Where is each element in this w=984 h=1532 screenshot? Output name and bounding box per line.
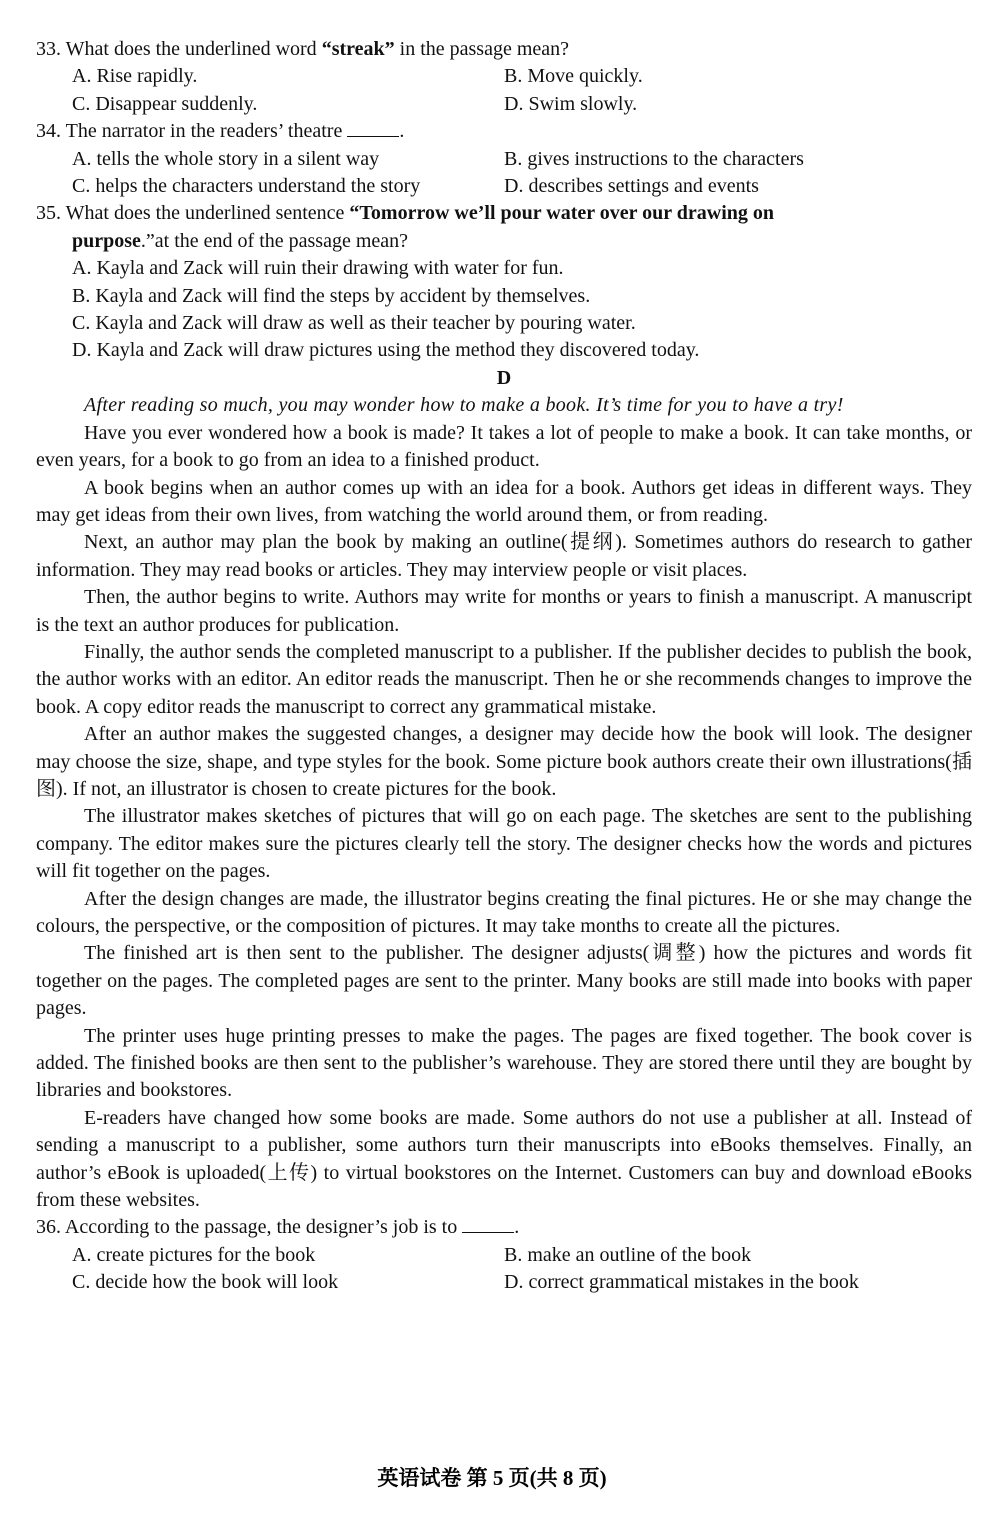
answer-blank [462,1216,514,1233]
option-b: B. gives instructions to the characters [504,147,804,170]
paragraph: Have you ever wondered how a book is made? It takes a lot of people to make a book. It can take months, or even years, for a book to go from an idea to a finished product. [36,421,972,472]
section-heading: D [496,366,512,389]
option-b: B. make an outline of the book [504,1243,752,1266]
option-d: D. Kayla and Zack will draw pictures using the method they discovered today. [72,339,700,362]
option-b: B. Kayla and Zack will find the steps by accident by themselves. [72,284,591,307]
paragraph: The printer uses huge printing presses to make the pages. The pages are fixed together. The book cover is added. The finished books are then sent to the publisher’s warehouse. They are stored there until they are bought by libraries and bookstores. [36,1024,972,1102]
question-stem: 33. What does the underlined word [36,38,322,60]
question-36: 36. According to the passage, the designer’s job is to . [36,1216,520,1239]
target-sentence-end: purpose [72,229,141,252]
paragraph: After the design changes are made, the illustrator begins creating the final pictures. He or she may change the colours, the perspective, or the composition of pictures. It may take months to create all the pictures. [36,887,972,937]
paragraph: Finally, the author sends the completed manuscript to a publisher. If the publisher decides to publish the book, the author works with an editor. An editor reads the manuscript. Then he or she recommends changes to improve the book. A copy editor reads the manuscript to correct any grammatical mistake. [36,640,972,718]
question-33-options [36,63,972,118]
question-stem: 36. According to the passage, the designer’s job is to [36,1216,458,1239]
option-c: C. Kayla and Zack will draw as well as their teacher by pouring water. [72,312,636,335]
option-a: A. Rise rapidly. [72,65,198,88]
option-d: D. Swim slowly. [504,92,638,115]
target-sentence: “Tomorrow we’ll pour water over our drawing on [349,202,775,225]
option-c: C. Disappear suddenly. [72,92,258,115]
section-intro: After reading so much, you may wonder how to make a book. It’s time for you to have a try! [84,394,844,417]
question-stem-end: .”at the end of the passage mean? [140,229,409,252]
option-d: D. describes settings and events [504,175,759,198]
paragraph: E-readers have changed how some books are made. Some authors do not use a publisher at all. Instead of sending a manuscript to a publisher, some authors turn their manuscripts into eBooks themselves. Finally, an author’s eBook is uploaded(上传) to virtual bookstores on the Internet. Customers can buy and download eBooks from these websites. [36,1106,972,1212]
paragraph: The finished art is then sent to the publisher. The designer adjusts(调整) how the pictures and words fit together on the pages. The completed pages are sent to the printer. Many books are still made into books with paper pages. [36,942,972,1020]
option-b: B. Move quickly. [504,65,643,88]
question-34: 34. The narrator in the readers’ theatre . [36,120,405,143]
question-stem-end: in the passage mean? [394,38,570,60]
question-stem: 35. What does the underlined sentence [36,202,350,225]
page-footer: 英语试卷 第 5 页(共 8 页) [377,1466,607,1490]
question-33 [36,36,972,63]
paragraph: Next, an author may plan the book by making an outline(提纲). Sometimes authors do research to gather information. They may read books or articles. They may interview people or visit places. [36,531,972,581]
question-36-options [36,1242,972,1297]
question-35 [36,200,972,255]
question-stem: 34. The narrator in the readers’ theatre [36,120,343,143]
option-a: A. create pictures for the book [72,1243,316,1266]
option-a: A. Kayla and Zack will ruin their drawing with water for fun. [72,257,564,280]
option-d: D. correct grammatical mistakes in the book [504,1271,859,1294]
paragraph: A book begins when an author comes up with an idea for a book. Authors get ideas in different ways. They may get ideas from their own lives, from watching the world around them, or from reading. [36,476,972,526]
paragraph: After an author makes the suggested changes, a designer may decide how the book will look. The designer may choose the size, shape, and type styles for the book. Some picture book authors create their own illustrations(插图). If not, an illustrator is chosen to create pictures for the book. [36,723,972,800]
option-c: C. helps the characters understand the story [72,175,421,198]
option-c: C. decide how the book will look [72,1271,339,1294]
paragraph: Then, the author begins to write. Authors may write for months or years to finish a manuscript. A manuscript is the text an author produces for publication. [36,586,972,636]
target-word: “streak” [321,38,395,60]
paragraph: The illustrator makes sketches of pictures that will go on each page. The sketches are sent to the publishing company. The editor makes sure the pictures clearly tell the story. The designer checks how the words and pictures will fit together on the pages. [36,805,972,883]
question-34-options [36,146,972,201]
answer-blank [347,120,399,137]
question-35-options [36,255,972,365]
option-a: A. tells the whole story in a silent way [72,147,380,170]
